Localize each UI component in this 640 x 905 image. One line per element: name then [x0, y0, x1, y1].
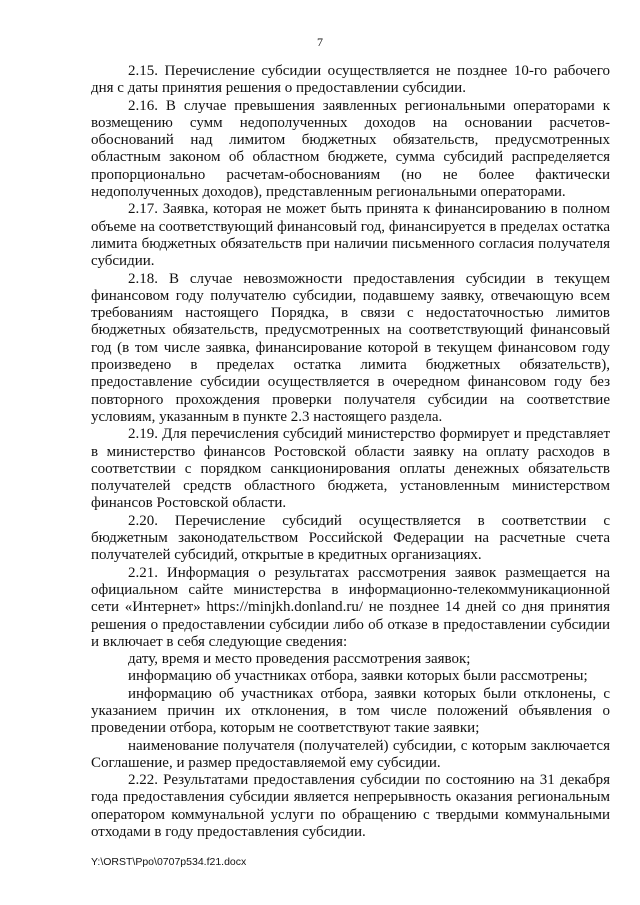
list-item-reviewed-participants: информацию об участниках отбора, заявки которых были рассмотрены; [128, 668, 588, 685]
paragraph-2-19: 2.19. Для перечисления субсидий министерство формирует и представляет в министерство финансов Ростовской области заявку на оплату расходов в соответствии с порядком санкционирования оплаты денежных обязательств получателей средств областного бюджета, установленным министерством финансов Ростовской области. [91, 426, 610, 512]
paragraph-2-17: 2.17. Заявка, которая не может быть принята к финансированию в полном объеме на соответствующий финансовый год, финансируется в пределах остатка лимита бюджетных обязательств при наличии письменного согласия получателя субсидии. [91, 201, 610, 270]
footer-file-path: Y:\ORST\Ppo\0707p534.f21.docx [91, 856, 247, 868]
paragraph-2-16: 2.16. В случае превышения заявленных региональными операторами к возмещению сумм недополученных доходов на основании расчетов-обоснований над лимитом бюджетных обязательств, предусмотренных областным законом об областном бюджете, сумма субсидий распределяется пропорционально расчетам-обоснованиям (но не более фактически недополученных доходов), представленным региональными операторами. [91, 97, 610, 201]
document-body [91, 63, 610, 841]
page-number: 7 [317, 35, 323, 49]
paragraph-2-20: 2.20. Перечисление субсидий осуществляется в соответствии с бюджетным законодательством Российской Федерации на расчетные счета получателей субсидий, открытые в кредитных организациях. [91, 512, 610, 564]
paragraph-2-21: 2.21. Информация о результатах рассмотрения заявок размещается на официальном сайте министерства в информационно-телекоммуникационной сети «Интернет» https://minjkh.donland.ru/ не позднее 14 дней со дня принятия решения о предоставлении субсидии либо об отказе в предоставлении субсидии и включает в себя следующие сведения: [91, 564, 610, 650]
list-item-date-time-place: дату, время и место проведения рассмотрения заявок; [128, 651, 471, 668]
paragraph-2-22: 2.22. Результатами предоставления субсидии по состоянию на 31 декабря года предоставления субсидии является непрерывность оказания региональным оператором коммунальной услуги по обращению с твердыми коммунальными отходами в году предоставления субсидии. [91, 772, 610, 841]
list-item-rejected-participants: информацию об участниках отбора, заявки которых были отклонены, с указанием причин их отклонения, в том числе положений объявления о проведении отбора, которым не соответствуют такие заявки; [91, 685, 610, 737]
paragraph-2-18: 2.18. В случае невозможности предоставления субсидии в текущем финансовом году получателю субсидии, подавшему заявку, отвечающую всем требованиям настоящего Порядка, в связи с недостаточностью лимитов бюджетных обязательств, предусмотренных на соответствующий финансовый год (в том числе заявка, финансирование которой в текущем финансовом году произведено в пределах остатка лимита бюджетных обязательств), предоставление субсидии осуществляется в очередном финансовом году без повторного прохождения проверки получателя субсидии на соответствие условиям, указанным в пункте 2.3 настоящего раздела. [91, 270, 610, 425]
list-item-recipient-name: наименование получателя (получателей) субсидии, с которым заключается Соглашение, и размер предоставляемой ему субсидии. [91, 737, 610, 771]
paragraph-2-15: 2.15. Перечисление субсидии осуществляется не позднее 10-го рабочего дня с даты принятия решения о предоставлении субсидии. [91, 63, 610, 97]
